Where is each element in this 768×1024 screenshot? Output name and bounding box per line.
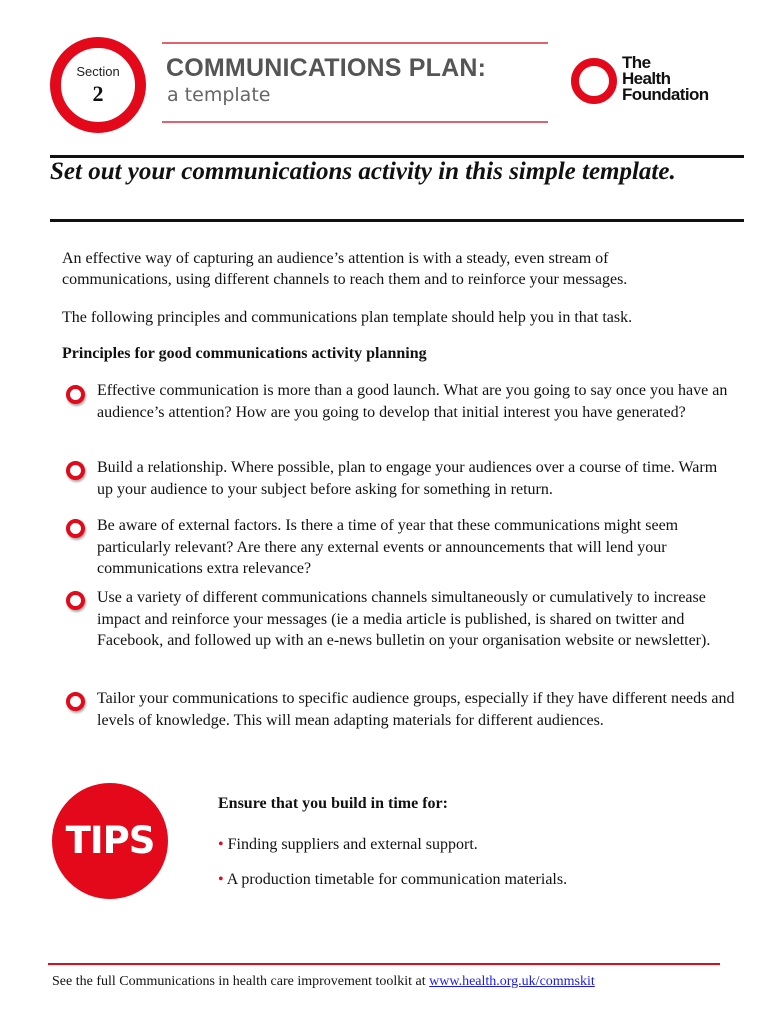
bullet-ring-icon — [66, 591, 85, 610]
principle-item: Tailor your communications to specific audience groups, especially if they have different needs and levels of knowledge. This will mean adapting materials for different audiences. — [97, 690, 735, 729]
toolkit-link[interactable]: www.health.org.uk/commskit — [429, 974, 595, 989]
logo-line: Foundation — [622, 85, 709, 104]
bullet-dot-icon: • — [218, 836, 224, 853]
bullet-ring-icon — [66, 461, 85, 480]
section-label: Section — [76, 64, 120, 79]
logo-line: The — [622, 53, 651, 72]
section-badge — [50, 37, 146, 133]
footer-rule — [48, 963, 720, 965]
title-rule-top — [162, 42, 548, 44]
page-headline: Set out your communications activity in this simple template. — [50, 158, 676, 185]
logo-line: Health — [622, 69, 671, 88]
principle-item: Use a variety of different communications channels simultaneously or cumulatively to increase impact and reinforce your messages (ie a media article is published, is shared on twitter and Facebook, and followed up with an e-news bulletin on your organisation website or newsletter). — [97, 589, 711, 649]
headline-rule-bottom — [50, 219, 744, 222]
principle-item: Effective communication is more than a good launch. What are you going to say once you have an audience’s attention? How are you going to develop that initial interest you have generated? — [97, 382, 728, 421]
bullet-ring-icon — [66, 385, 85, 404]
tips-item-text: Finding suppliers and external support. — [227, 836, 478, 853]
principle-item: Build a relationship. Where possible, plan to engage your audiences over a course of time. Warm up your audience to your subject before asking for something in return. — [97, 459, 718, 498]
intro-paragraph: The following principles and communications plan template should help you in that task. — [62, 309, 633, 326]
document-subtitle: a template — [167, 84, 271, 106]
intro-paragraph: An effective way of capturing an audience’s attention is with a steady, even stream of communications, using different channels to reach them and to reinforce your messages. — [62, 250, 628, 288]
principles-heading: Principles for good communications activity planning — [62, 345, 427, 362]
section-number: 2 — [92, 81, 104, 106]
bullet-dot-icon: • — [218, 871, 224, 888]
document-title: COMMUNICATIONS PLAN: — [166, 54, 487, 82]
tips-heading: Ensure that you build in time for: — [218, 795, 448, 812]
tips-item — [218, 871, 567, 889]
title-rule-bottom — [162, 121, 548, 123]
footer — [52, 974, 595, 990]
bullet-ring-icon — [66, 692, 85, 711]
bullet-ring-icon — [66, 519, 85, 538]
footer-text: See the full Communications in health care improvement toolkit at — [52, 974, 426, 989]
tips-item-text: A production timetable for communication materials. — [226, 871, 568, 888]
tips-badge: TIPS — [52, 783, 168, 899]
health-foundation-logo-text — [622, 55, 732, 103]
health-foundation-logo-icon — [571, 58, 617, 104]
tips-item — [218, 836, 478, 854]
principle-item: Be aware of external factors. Is there a time of year that these communications might seem particularly relevant? Are there any external events or announcements that will lend your communications extra relevance? — [97, 517, 679, 577]
